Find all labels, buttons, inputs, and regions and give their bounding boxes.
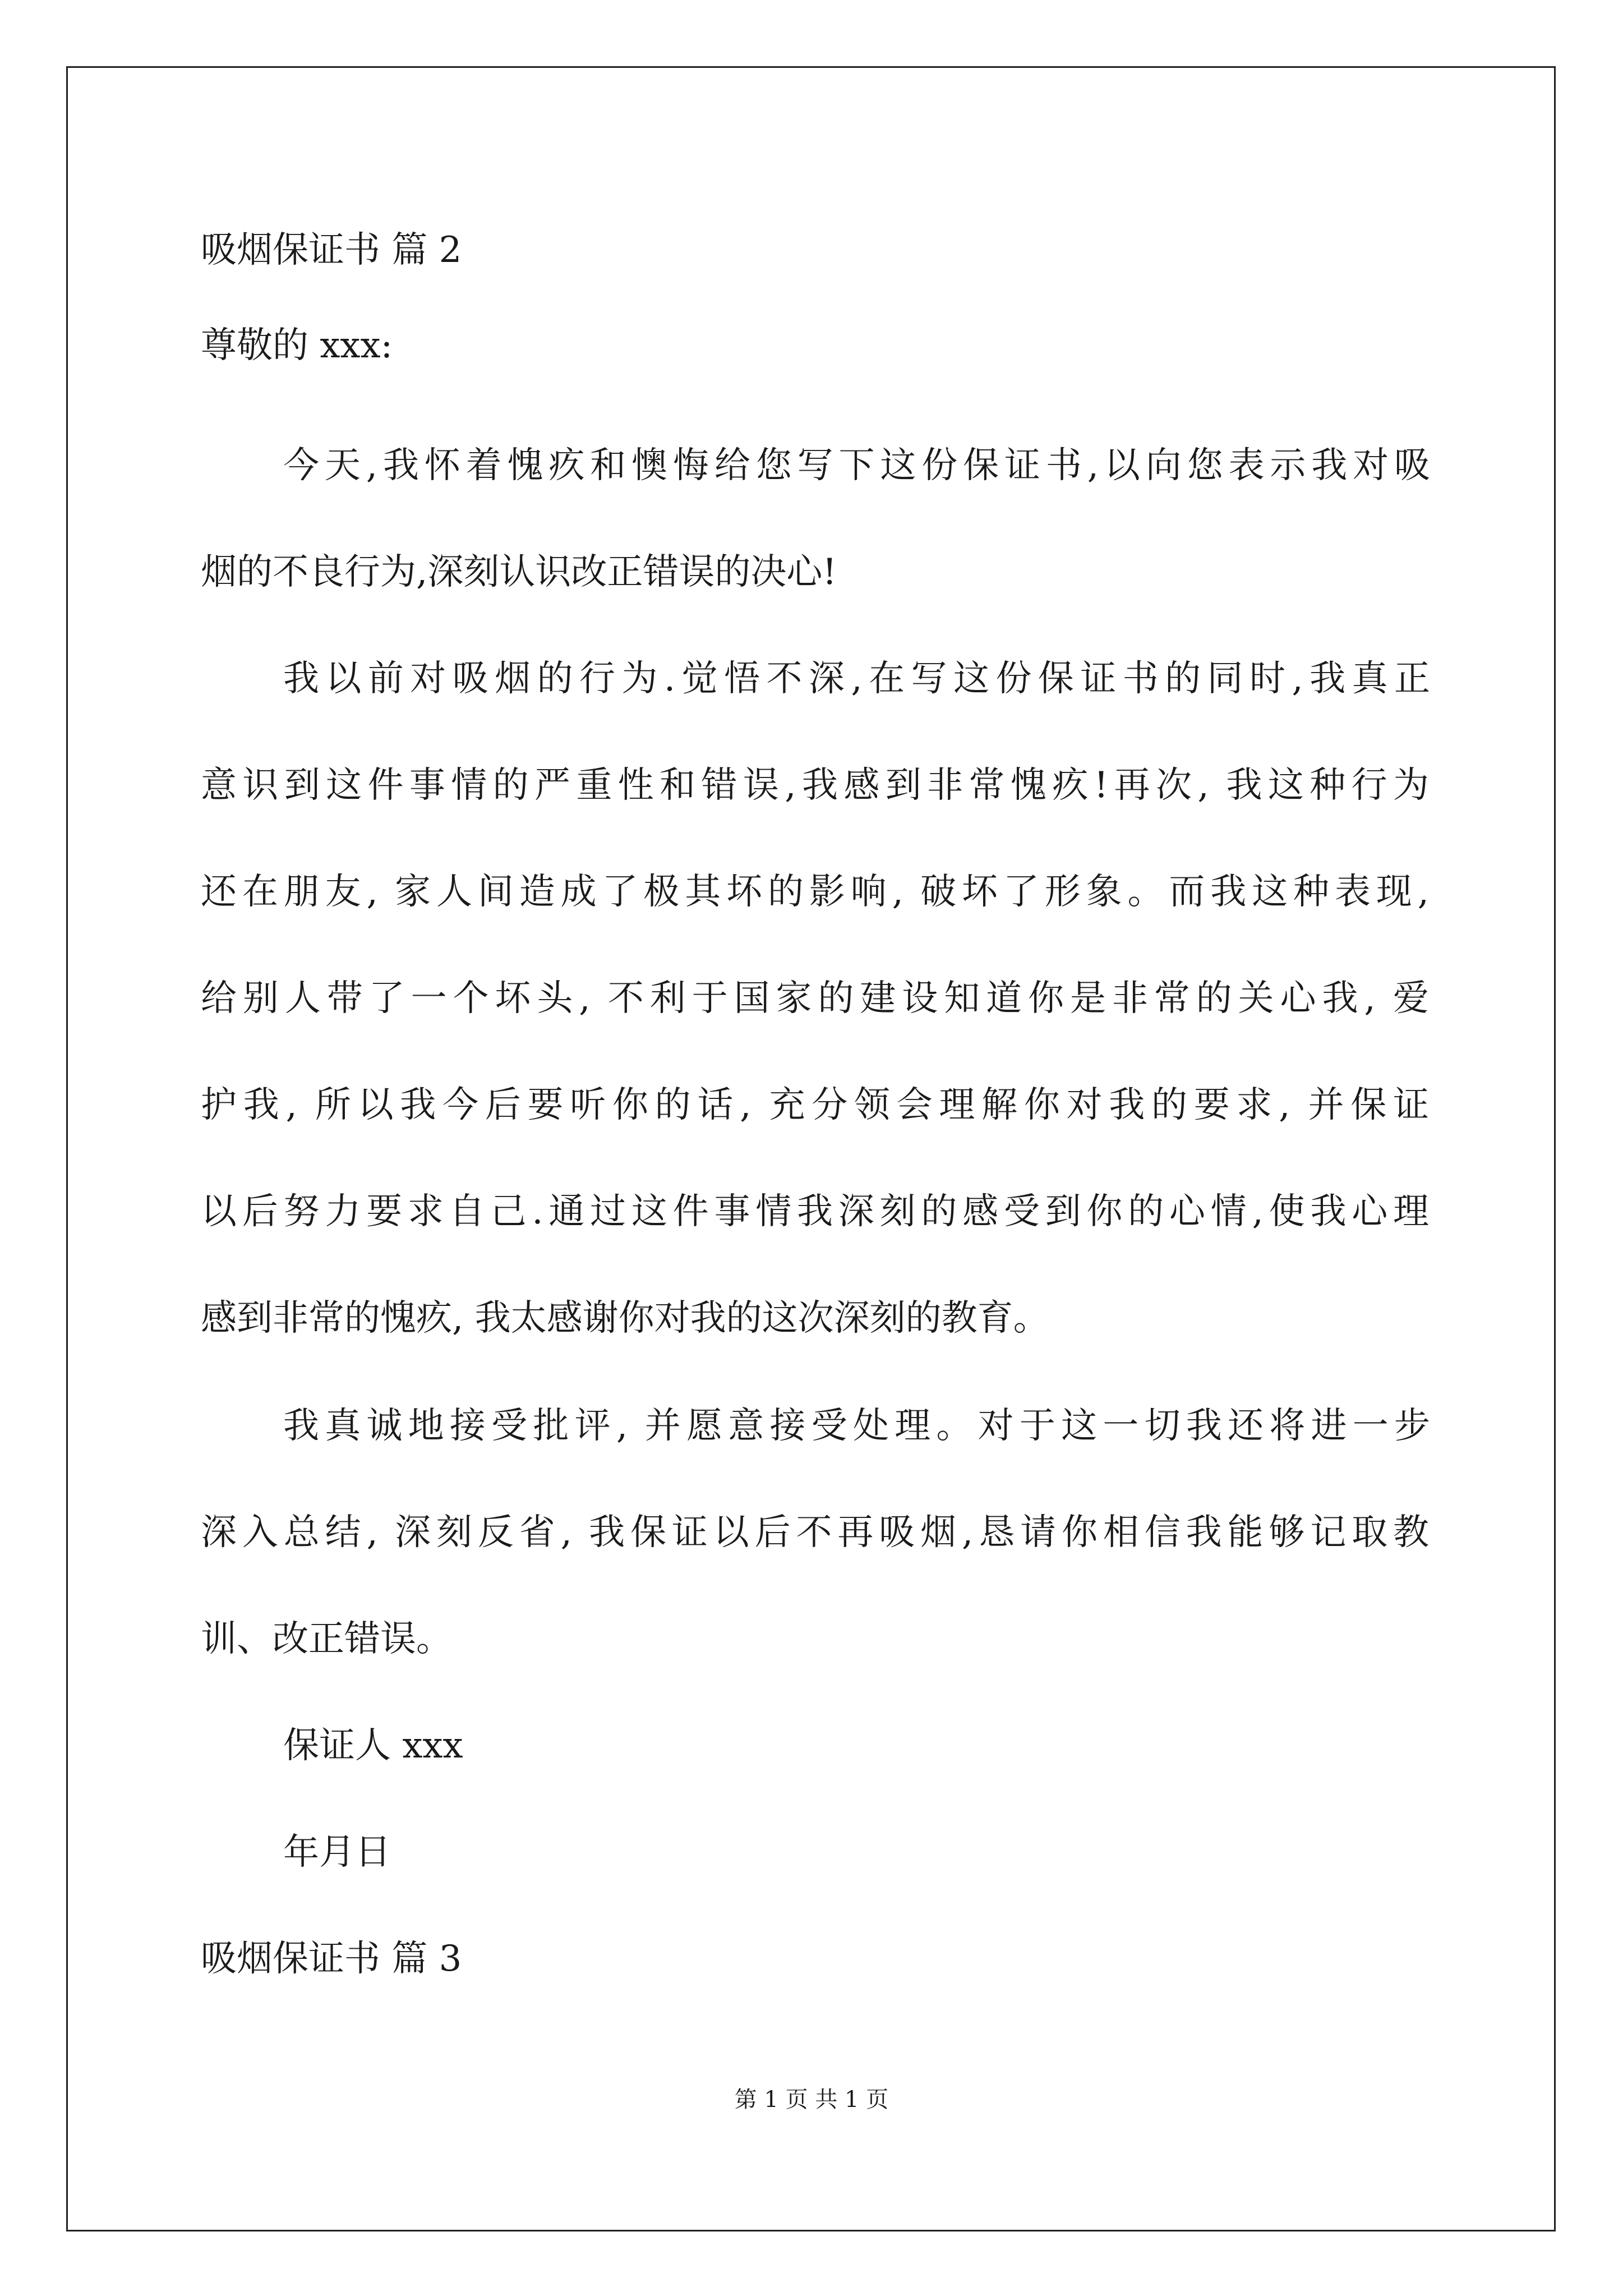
paragraph-2-line-4: 给别人带了一个坏头, 不利于国家的建设知道你是非常的关心我, 爱 (201, 978, 1429, 1019)
page-frame (66, 66, 1556, 2231)
paragraph-3-line-1: 我真诚地接受批评, 并愿意接受处理。对于这一切我还将进一步 (283, 1405, 1430, 1447)
section-heading-2: 吸烟保证书 篇 2 (201, 229, 462, 271)
paragraph-2-line-7: 感到非常的愧疚, 我太感谢你对我的这次深刻的教育。 (201, 1297, 1049, 1339)
signer-line: 保证人 xxx (283, 1725, 463, 1766)
salutation: 尊敬的 xxx: (201, 325, 393, 366)
paragraph-1-line-1: 今天,我怀着愧疚和懊悔给您写下这份保证书,以向您表示我对吸 (283, 445, 1430, 486)
page-number-footer: 第 1 页 共 1 页 (734, 2087, 889, 2113)
paragraph-2-line-5: 护我, 所以我今后要听你的话, 充分领会理解你对我的要求, 并保证 (201, 1084, 1429, 1126)
paragraph-2-line-6: 以后努力要求自己.通过这件事情我深刻的感受到你的心情,使我心理 (201, 1191, 1429, 1232)
paragraph-2-line-2: 意识到这件事情的严重性和错误,我感到非常愧疚!再次, 我这种行为 (201, 765, 1429, 806)
paragraph-3-line-2: 深入总结, 深刻反省, 我保证以后不再吸烟,恳请你相信我能够记取教 (201, 1512, 1429, 1553)
date-line: 年月日 (283, 1832, 391, 1873)
paragraph-2-line-3: 还在朋友, 家人间造成了极其坏的影响, 破坏了形象。而我这种表现, (201, 871, 1429, 913)
section-heading-3: 吸烟保证书 篇 3 (201, 1938, 462, 1980)
paragraph-1-line-2: 烟的不良行为,深刻认识改正错误的决心! (201, 551, 837, 593)
paragraph-3-line-3: 训、改正错误。 (201, 1618, 452, 1660)
paragraph-2-line-1: 我以前对吸烟的行为.觉悟不深,在写这份保证书的同时,我真正 (283, 658, 1430, 700)
